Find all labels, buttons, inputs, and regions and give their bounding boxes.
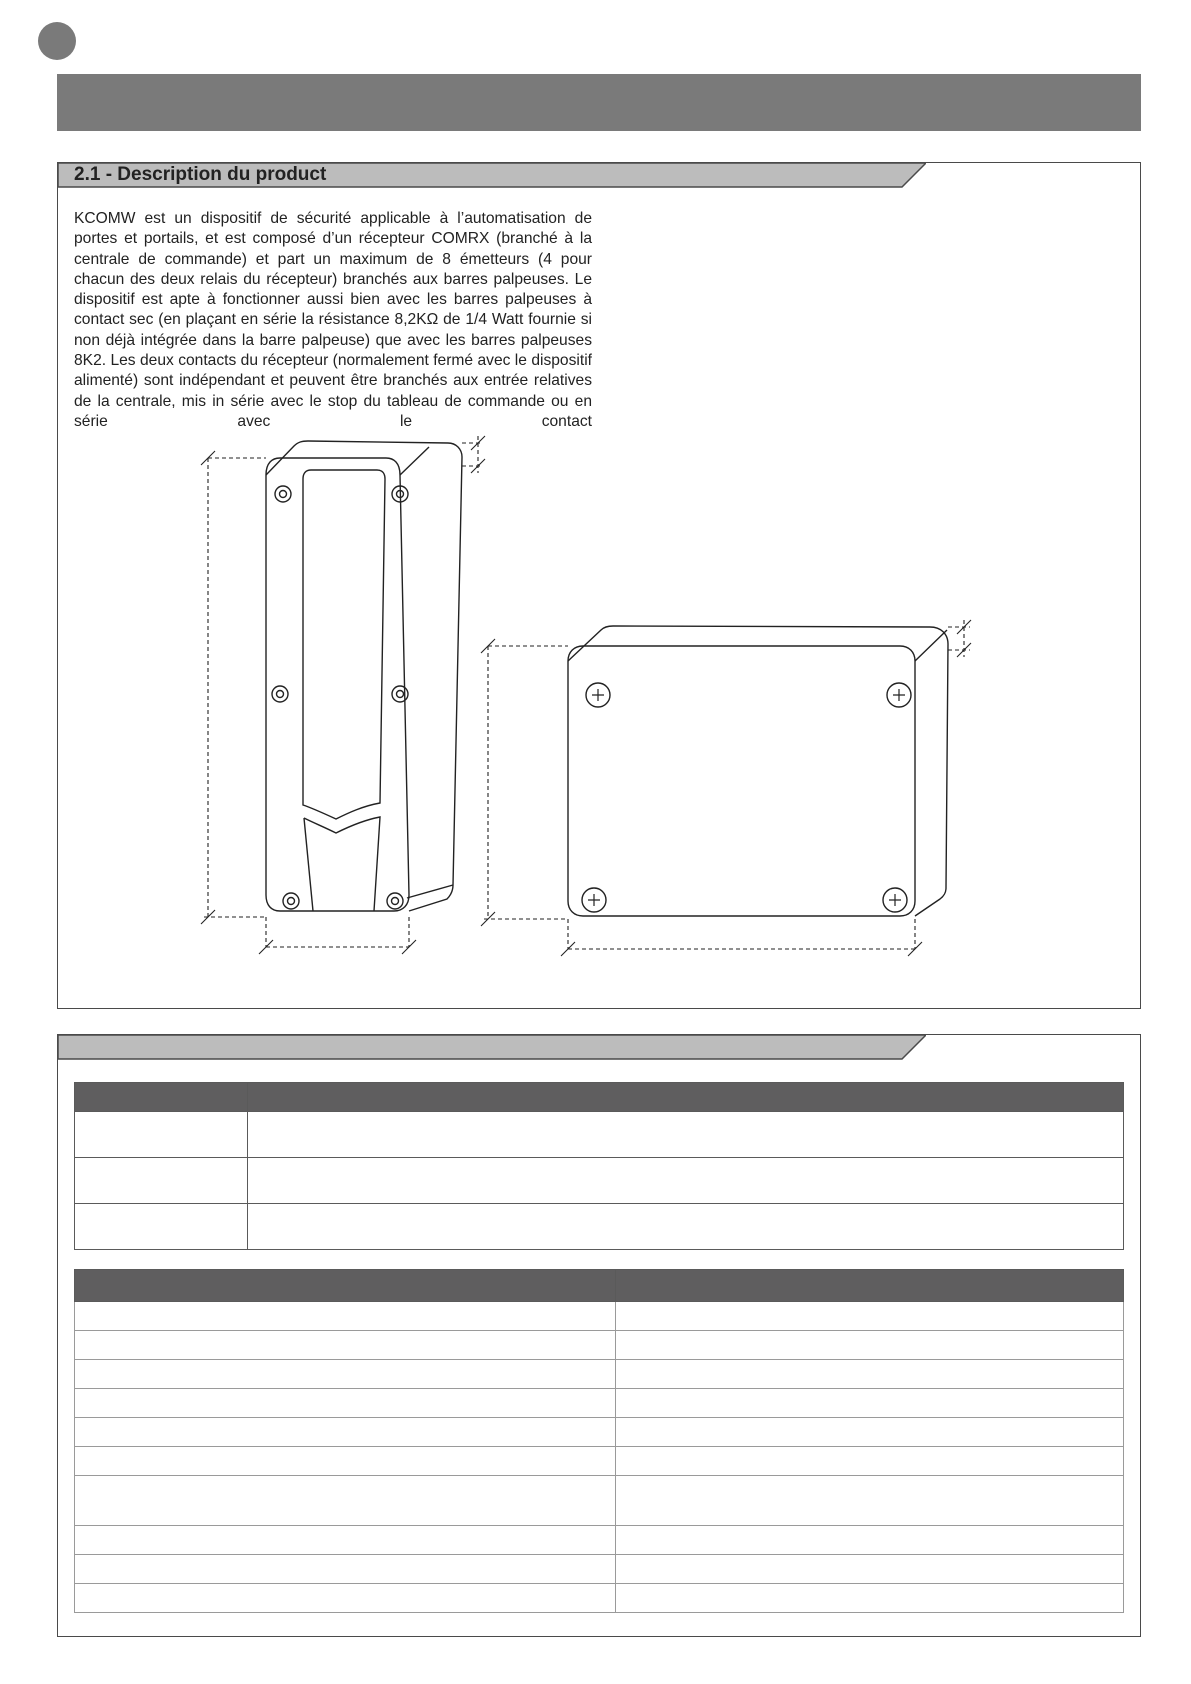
chapter-banner bbox=[57, 74, 1141, 131]
table-row bbox=[75, 1360, 1124, 1389]
page-number-dot bbox=[38, 22, 76, 60]
table-row bbox=[75, 1389, 1124, 1418]
table-row bbox=[75, 1418, 1124, 1447]
description-text: KCOMW est un dispositif de sécurité applicable à l’automatisation de portes et portails, et est composé d’un récepteur COMRX (branché à la centrale de commande) et part un maximum de 8 émetteurs (4 pour chacun des deux relais du récepteur) branchés aux barres palpeuses. Le dispositif est apte à fonctionner aussi bien avec les barres palpeuses à contact sec (en plaçant en série la résistance 8,2KΩ de 1/4 Watt fournie si non déjà intégrée dans la barre palpeuse) que avec les barres palpeuses 8K2. Les deux contacts du récepteur (normalement fermé avec le dispositif alimenté) sont indépendant et peuvent être branchés aux entrée relatives de la centrale, mis in série avec le stop du tableau de commande ou en série avec le contact bbox=[74, 210, 592, 430]
table-row bbox=[75, 1302, 1124, 1331]
product-drawing bbox=[58, 163, 1142, 1010]
table-header-row bbox=[75, 1270, 1124, 1302]
specifications-table bbox=[74, 1269, 1124, 1613]
section-product-description bbox=[57, 162, 1141, 1009]
table-header-row bbox=[75, 1083, 1124, 1112]
table-row bbox=[75, 1526, 1124, 1555]
table-row bbox=[75, 1476, 1124, 1526]
table-row bbox=[75, 1447, 1124, 1476]
section-tab-shape bbox=[58, 1035, 926, 1060]
section-title: 2.1 - Description du product bbox=[74, 164, 327, 185]
screw-crosses bbox=[588, 689, 905, 906]
table-row bbox=[75, 1112, 1124, 1158]
table-row bbox=[75, 1158, 1124, 1204]
section-tab bbox=[58, 1035, 926, 1059]
transmitter-drawing bbox=[266, 441, 462, 911]
table-row bbox=[75, 1204, 1124, 1250]
receiver-drawing bbox=[568, 626, 948, 916]
table-row bbox=[75, 1584, 1124, 1613]
models-table bbox=[74, 1082, 1124, 1250]
section-technical-data bbox=[57, 1034, 1141, 1637]
table-row bbox=[75, 1331, 1124, 1360]
table-row bbox=[75, 1555, 1124, 1584]
dimension-lines bbox=[204, 436, 970, 949]
